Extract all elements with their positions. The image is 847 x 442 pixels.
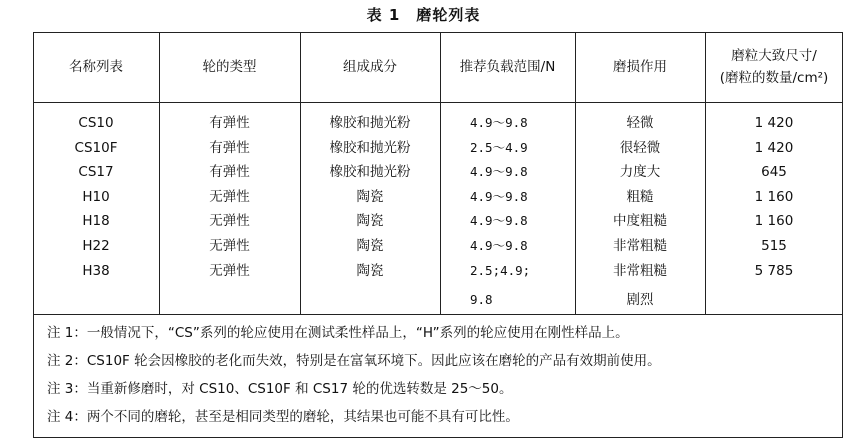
table-cell-grit: 1 420 (754, 115, 794, 131)
note-1: 注 1：一般情况下，“CS”系列的轮应使用在测试柔性样品上，“H”系列的轮应使用在刚性样品上。 (47, 325, 629, 341)
table-cell-load-cont: 9.8 (470, 292, 493, 307)
table-cell-name: H22 (82, 238, 110, 254)
table-cell-composition: 陶瓷 (356, 238, 384, 254)
note-3: 注 3：当重新修磨时，对 CS10、CS10F 和 CS17 轮的优选转数是 25～50。 (47, 381, 513, 397)
header-load (440, 32, 575, 102)
table-cell-load: 4.9～9.8 (470, 115, 528, 130)
table-cell-grit: 1 160 (754, 189, 794, 205)
header-wear (575, 32, 705, 102)
table-cell-type: 无弹性 (209, 263, 250, 279)
table-cell-name: H10 (82, 189, 110, 205)
table-cell-load: 4.9～9.8 (470, 213, 528, 228)
header-label: 推荐负载范围/N (459, 59, 556, 75)
header-label: (磨粒的数量/cm²) (719, 70, 829, 86)
header-name (33, 32, 159, 102)
header-label: 轮的类型 (202, 59, 257, 75)
table-cell-type: 无弹性 (209, 189, 250, 205)
header-type (159, 32, 300, 102)
table-cell-load: 4.9～9.8 (470, 238, 528, 253)
table-cell-name: CS17 (78, 164, 114, 180)
notes-rule (33, 314, 843, 315)
table-cell-composition: 陶瓷 (356, 213, 384, 229)
table-cell-type: 无弹性 (209, 238, 250, 254)
table-cell-composition: 橡胶和抛光粉 (329, 115, 411, 131)
table-cell-name: H18 (82, 213, 110, 229)
table-cell-load: 2.5～4.9 (470, 140, 528, 155)
table-cell-wear: 非常粗糙 (613, 238, 667, 254)
header-label: 磨损作用 (613, 59, 667, 75)
header-rule (33, 102, 843, 103)
header-label: 磨粒大致尺寸/ (731, 48, 817, 64)
table-cell-load: 2.5;4.9; (470, 263, 531, 278)
header-grit (705, 32, 843, 102)
table-cell-wear: 非常粗糙 (613, 263, 667, 279)
table-cell-type: 有弹性 (209, 164, 250, 180)
header-composition (300, 32, 440, 102)
table-cell-load: 4.9～9.8 (470, 164, 528, 179)
table-cell-name: CS10F (74, 140, 118, 156)
table-cell-composition: 橡胶和抛光粉 (329, 140, 411, 156)
note-2: 注 2：CS10F 轮会因橡胶的老化而失效，特别是在富氧环境下。因此应该在磨轮的产品有效期前使用。 (47, 353, 661, 369)
table-cell-wear: 粗糙 (626, 189, 654, 205)
table-cell-type: 无弹性 (209, 213, 250, 229)
table-cell-grit: 1 420 (754, 140, 794, 156)
table-title: 表 1 磨轮列表 (366, 6, 481, 24)
table-cell-composition: 橡胶和抛光粉 (329, 164, 411, 180)
table-cell-name: H38 (82, 263, 110, 279)
table-cell-grit: 645 (761, 164, 787, 180)
table-cell-wear: 中度粗糙 (613, 213, 667, 229)
table-cell-composition: 陶瓷 (356, 189, 384, 205)
note-4: 注 4：两个不同的磨轮，甚至是相同类型的磨轮，其结果也可能不具有可比性。 (47, 409, 519, 425)
table-cell-wear: 力度大 (619, 164, 661, 180)
table-cell-type: 有弹性 (209, 140, 250, 156)
table-cell-load: 4.9～9.8 (470, 189, 528, 204)
table-cell-wear: 很轻微 (619, 140, 661, 156)
table-cell-type: 有弹性 (209, 115, 250, 131)
header-label: 组成成分 (343, 59, 397, 75)
header-label: 名称列表 (69, 59, 123, 75)
table-cell-wear-cont: 剧烈 (626, 292, 654, 308)
table-cell-grit: 515 (761, 238, 787, 254)
table-cell-wear: 轻微 (626, 115, 654, 131)
table-cell-name: CS10 (78, 115, 114, 131)
table-cell-grit: 5 785 (754, 263, 794, 279)
table-cell-grit: 1 160 (754, 213, 794, 229)
table-cell-composition: 陶瓷 (356, 263, 384, 279)
